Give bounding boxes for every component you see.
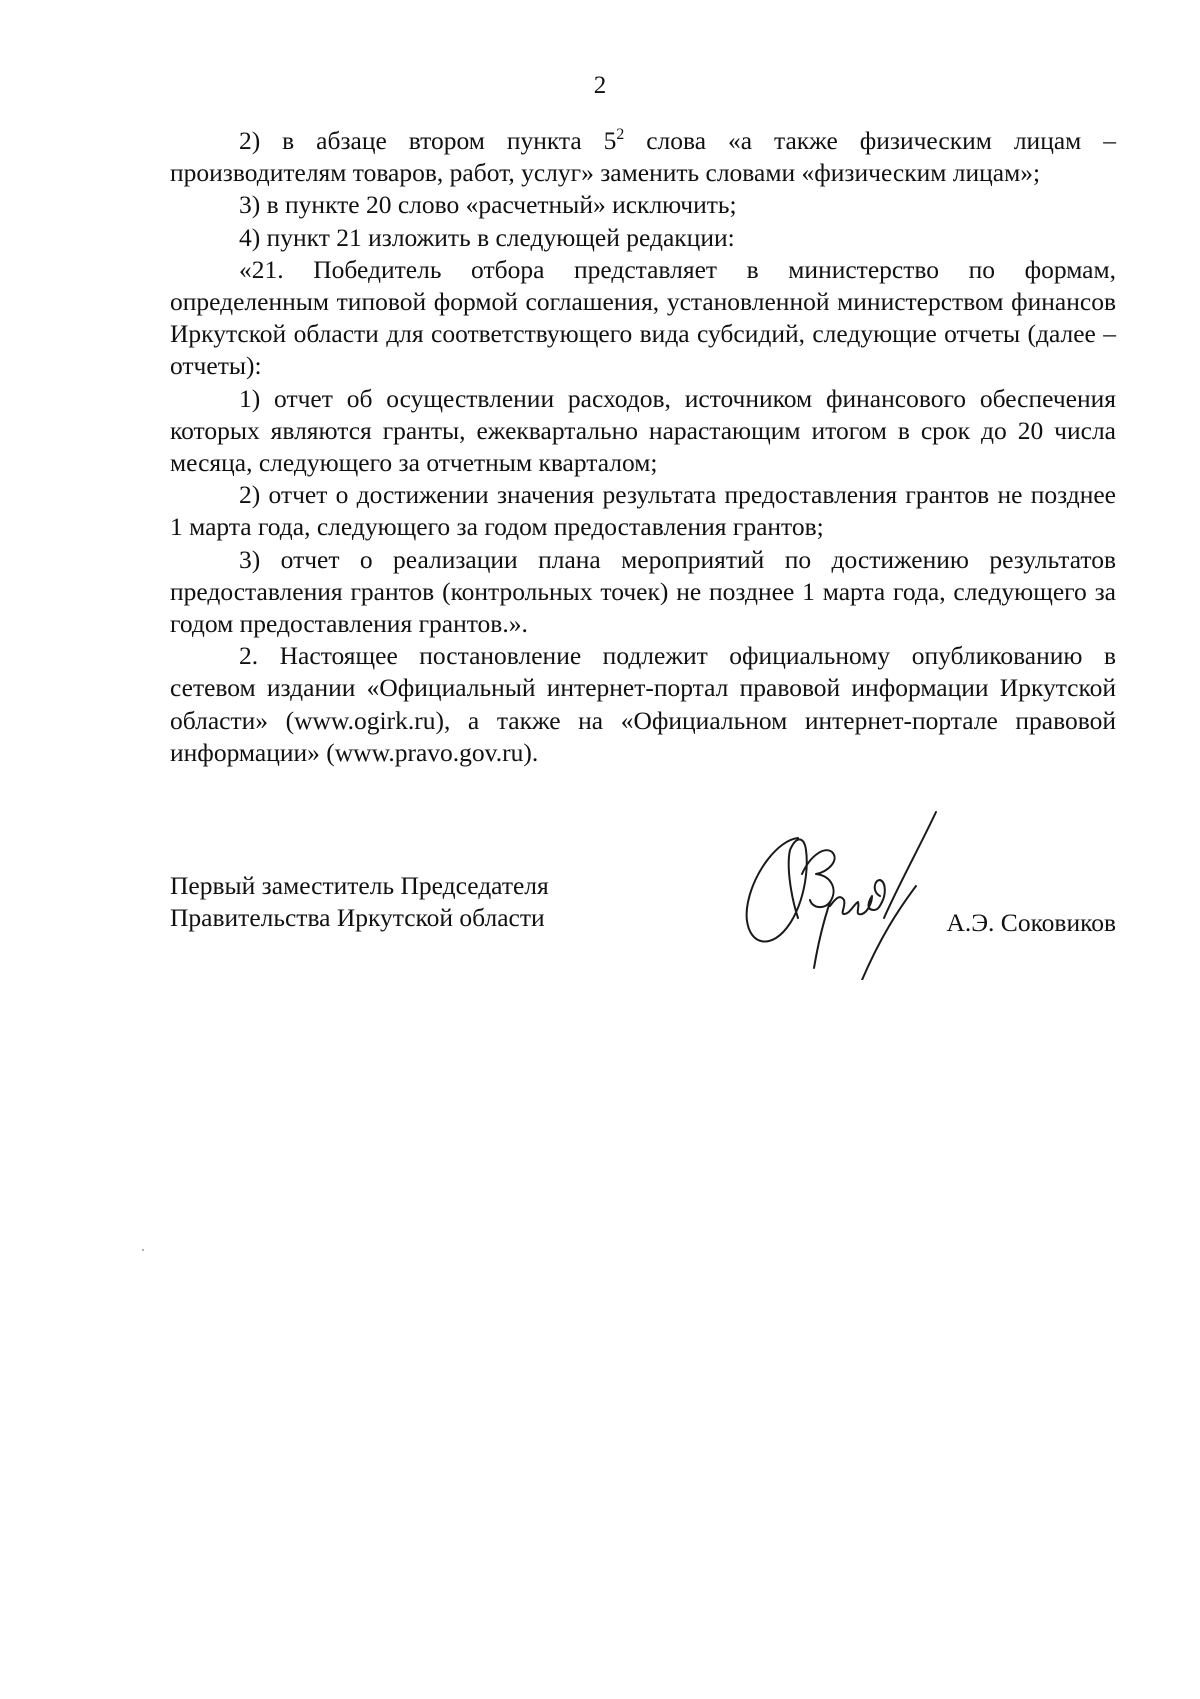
paragraph-report-1: 1) отчет об осуществлении расходов, источником финансового обеспечения которых являются гранты, ежеквартально нарастающим итогом в срок до 20 числа месяца, следующего за отчетным кварталом; [170, 383, 1116, 478]
paragraph-report-2: 2) отчет о достижении значения результата предоставления грантов не позднее 1 марта года, следующего за годом предоставления грантов; [170, 480, 1116, 542]
superscript-2: 2 [616, 126, 625, 144]
paragraph-amendment-2-continuation: слова «а также физическим лицам – производителям товаров, работ, услуг» заменить словами «физическим лицам»; [170, 126, 1116, 188]
signer-title [170, 870, 640, 934]
scan-speck [142, 1249, 144, 1251]
document-body [170, 125, 1116, 769]
page-number: 2 [593, 72, 607, 99]
signer-title-line-2: Правительства Иркутской области [170, 903, 545, 933]
paragraph-report-3: 3) отчет о реализации плана мероприятий по достижению результатов предоставления грантов (контрольных точек) не позднее 1 марта года, следующего за годом предоставления грантов.». [170, 544, 1116, 639]
signer-title-line-1: Первый заместитель Председателя [170, 871, 549, 900]
paragraph-amendment-4: 4) пункт 21 изложить в следующей редакции: [239, 222, 735, 252]
paragraph-amendment-2 [170, 125, 1116, 189]
signer-name: А.Э. Соковиков [946, 908, 1116, 937]
handwritten-signature [740, 810, 980, 980]
paragraph-amendment-3: 3) в пункте 20 слово «расчетный» исключить; [239, 190, 737, 220]
paragraph-item-21: «21. Победитель отбора представляет в министерство по формам, определенным типовой формой соглашения, установленной министерством финансов Иркутской области для соответствующего вида субсидий, следующие отчеты (далее – отчеты): [170, 254, 1116, 381]
paragraph-amendment-2-text: 2) в абзаце втором пункта 5 [239, 126, 617, 155]
paragraph-publication: 2. Настоящее постановление подлежит официальному опубликованию в сетевом издании «Официальный интернет-портал правовой информации Иркутской области» (www.ogirk.ru), а также на «Официальном интернет-портале правовой информации» (www.pravo.gov.ru). [170, 641, 1116, 767]
